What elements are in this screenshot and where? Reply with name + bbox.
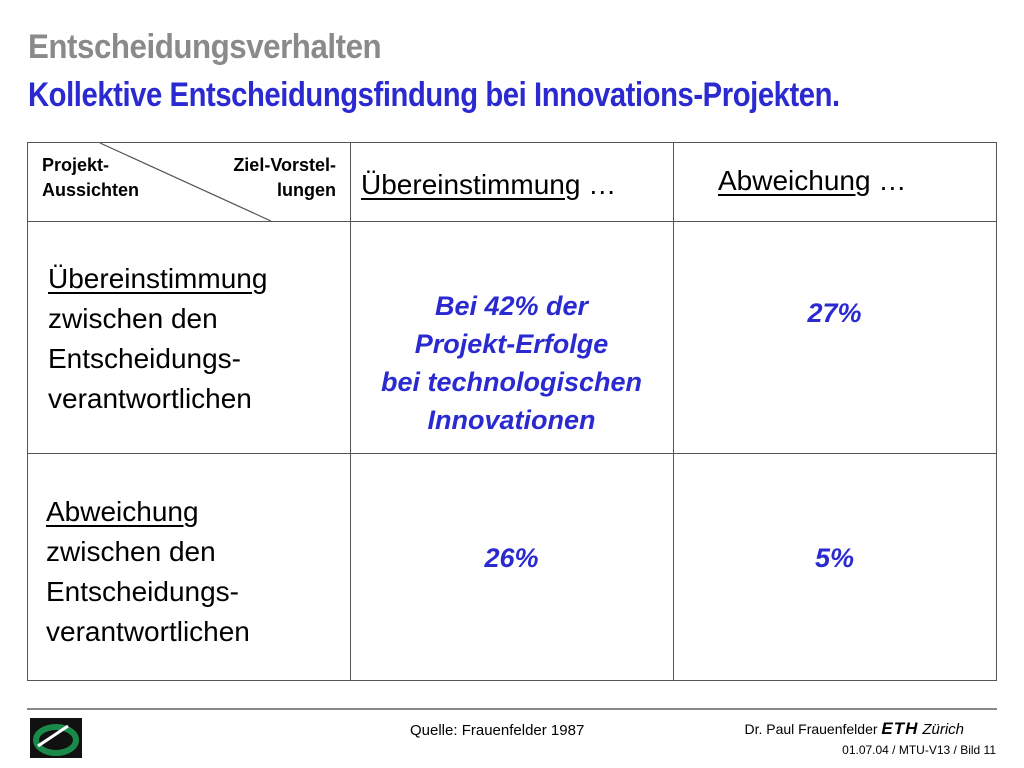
- row-header-deviation: Abweichung zwischen den Entscheidungs- verantwortlichen: [46, 496, 250, 647]
- institute-logo-icon: [28, 716, 84, 760]
- column-header-agreement: Übereinstimmung …: [361, 169, 617, 200]
- table-divider: [673, 143, 674, 680]
- row-header-agreement: Übereinstimmung zwischen den Entscheidungs- verantwortlichen: [48, 263, 268, 414]
- slide-reference: 01.07.04 / MTU-V13 / Bild 11: [842, 743, 996, 757]
- cell-deviation-deviation: 5%: [814, 543, 855, 573]
- decision-matrix-table: [27, 142, 997, 681]
- table-divider: [28, 453, 996, 454]
- footer-divider: [27, 708, 997, 710]
- column-header-deviation: Abweichung …: [718, 165, 907, 196]
- source-citation: Quelle: Frauenfelder 1987: [410, 722, 585, 739]
- corner-column-axis-label: Ziel-Vorstel- lungen: [233, 155, 336, 200]
- author-line: Dr. Paul Frauenfelder ETH Zürich: [744, 719, 964, 738]
- table-divider: [28, 221, 996, 222]
- cell-agreement-deviation: 27%: [807, 298, 862, 328]
- page-title: Entscheidungsverhalten: [28, 28, 382, 66]
- cell-deviation-agreement: 26%: [484, 543, 539, 573]
- eth-wordmark: ETH: [881, 719, 919, 738]
- page-subtitle: Kollektive Entscheidungsfindung bei Innovations-Projekten.: [28, 76, 840, 114]
- corner-row-axis-label: Projekt- Aussichten: [42, 155, 140, 200]
- cell-agreement-agreement: Bei 42% der Projekt-Erfolge bei technologischen Innovationen: [380, 291, 643, 435]
